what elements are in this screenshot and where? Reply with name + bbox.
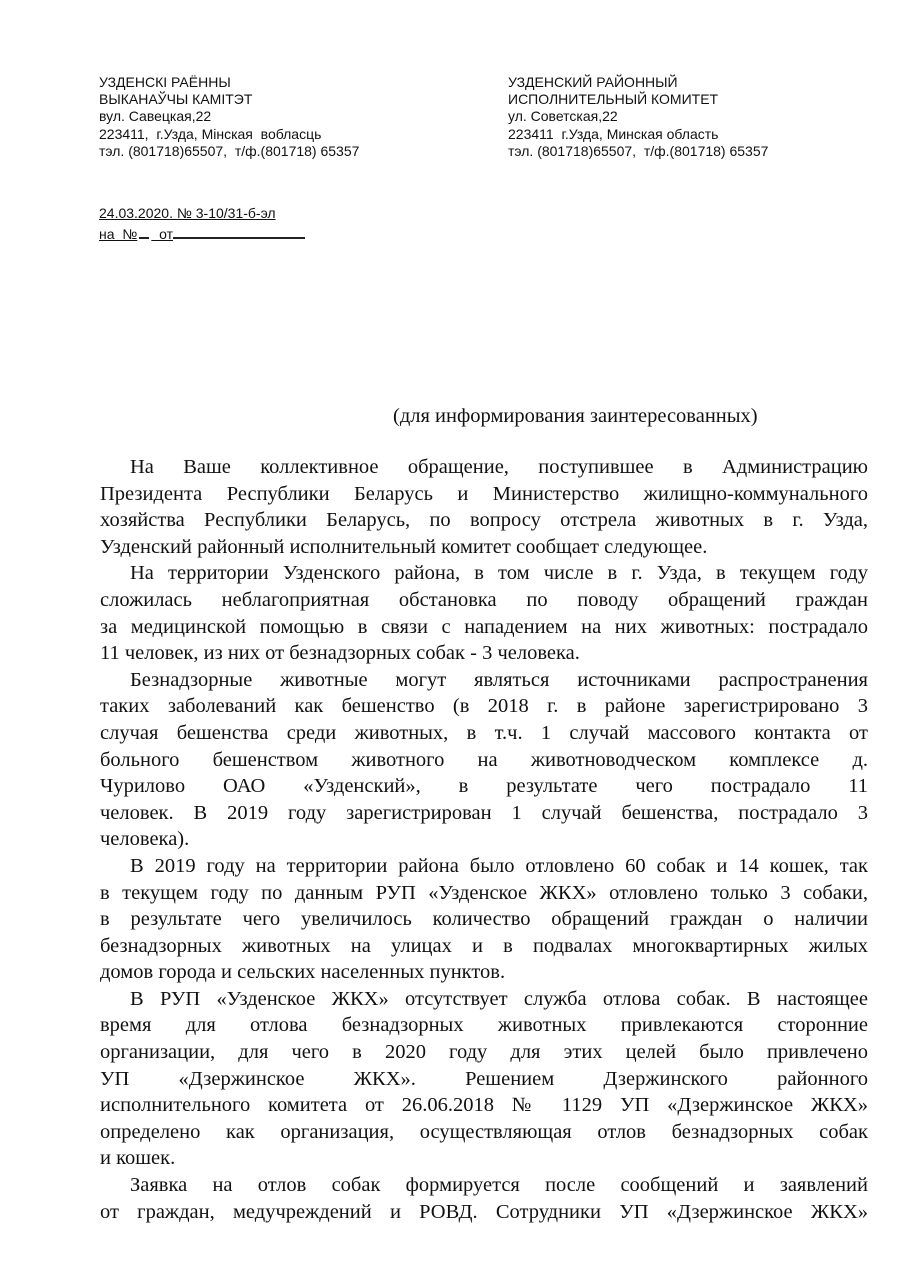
addressee-note: (для информирования заинтересованных) xyxy=(393,405,758,427)
reply-date-blank xyxy=(173,223,305,239)
letterhead-line: 223411 г.Узда, Минская область xyxy=(508,125,719,142)
paragraph-line: организации, для чего в 2020 году для этих целей было привлечено xyxy=(100,1041,868,1064)
letterhead-belarusian xyxy=(99,74,459,160)
paragraph-line: Президента Республики Беларусь и Министерство жилищно-коммунального xyxy=(100,482,868,505)
letterhead-line: тэл. (801718)65507, т/ф.(801718) 65357 xyxy=(508,142,769,159)
paragraph xyxy=(100,853,868,986)
paragraph-line: в результате чего увеличилось количество обращений граждан о наличии xyxy=(100,908,868,931)
paragraph xyxy=(100,1172,868,1225)
letterhead-line: ИСПОЛНИТЕЛЬНЫЙ КОМИТЕТ xyxy=(508,91,719,108)
paragraph-line: исполнительного комитета от 26.06.2018 № 1129 УП «Дзержинское ЖКХ» xyxy=(100,1094,868,1117)
paragraph-line: от граждан, медучреждений и РОВД. Сотрудники УП «Дзержинское ЖКХ» xyxy=(100,1200,868,1223)
paragraph-line: Чурилово ОАО «Узденский», в результате чего пострадало 11 xyxy=(100,775,868,798)
paragraph-line: В РУП «Узденское ЖКХ» отсутствует служба отлова собак. В настоящее xyxy=(130,987,868,1010)
reply-reference xyxy=(99,223,305,244)
paragraph xyxy=(100,454,868,560)
paragraph-line: время для отлова безнадзорных животных привлекаются сторонние xyxy=(100,1014,868,1037)
paragraph-line: безнадзорных животных на улицах и в подвалах многоквартирных жилых xyxy=(100,934,868,957)
paragraph xyxy=(100,560,868,666)
reply-from-label: от xyxy=(151,226,173,242)
paragraph-line: На территории Узденского района, в том числе в г. Узда, в текущем году xyxy=(130,562,868,585)
paragraph-line: таких заболеваний как бешенство (в 2018 г. в районе зарегистрировано 3 xyxy=(100,695,868,718)
paragraph-line: Безнадзорные животные могут являться источниками распространения xyxy=(130,668,868,691)
paragraph-line: УП «Дзержинское ЖКХ». Решением Дзержинского районного xyxy=(100,1067,868,1090)
reply-number-blank xyxy=(139,223,149,239)
letterhead-line: ул. Советская,22 xyxy=(508,108,618,125)
letterhead-line: ВЫКАНАЎЧЫ КАМІТЭТ xyxy=(99,91,253,108)
paragraph-line: человека). xyxy=(100,828,190,851)
letterhead-line: тэл. (801718)65507, т/ф.(801718) 65357 xyxy=(99,142,360,159)
paragraph-line: и кошек. xyxy=(100,1147,176,1170)
reply-prefix: на № xyxy=(99,226,138,242)
outgoing-reference xyxy=(99,204,305,244)
outgoing-date-number: 24.03.2020. № 3-10/31-б-эл xyxy=(99,205,276,221)
paragraph xyxy=(100,986,868,1172)
paragraph-line: в текущем году по данным РУП «Узденское ЖКХ» отловлено только 3 собаки, xyxy=(100,881,868,904)
paragraph-line: 11 человек, из них от безнадзорных собак - 3 человека. xyxy=(100,642,580,665)
paragraph-line: сложилась неблагоприятная обстановка по поводу обращений граждан xyxy=(100,588,868,611)
paragraph-line: В 2019 году на территории района было отловлено 60 собак и 14 кошек, так xyxy=(130,854,868,877)
paragraph-line: случая бешенства среди животных, в т.ч. 1 случай массового контакта от xyxy=(100,721,868,744)
paragraph-line: больного бешенством животного на животноводческом комплексе д. xyxy=(100,748,868,771)
letterhead-line: вул. Савецкая,22 xyxy=(99,108,212,125)
letterhead-line: 223411, г.Узда, Мінская вобласць xyxy=(99,125,322,142)
paragraph-line: определено как организация, осуществляющая отлов безнадзорных собак xyxy=(100,1120,868,1143)
letterhead-line: УЗДЕНСКІ РАЁННЫ xyxy=(99,74,231,90)
paragraph-line: домов города и сельских населенных пунктов. xyxy=(100,961,506,984)
letterhead-russian xyxy=(508,74,868,160)
paragraph-line: На Ваше коллективное обращение, поступившее в Администрацию xyxy=(130,456,868,478)
letter-body xyxy=(100,454,868,1225)
letterhead-line: УЗДЕНСКИЙ РАЙОННЫЙ xyxy=(508,74,678,90)
paragraph xyxy=(100,667,868,853)
paragraph-line: за медицинской помощью в связи с нападением на них животных: пострадало xyxy=(100,615,868,638)
paragraph-line: человек. В 2019 году зарегистрирован 1 случай бешенства, пострадало 3 xyxy=(100,801,868,824)
paragraph-line: хозяйства Республики Беларусь, по вопросу отстрела животных в г. Узда, xyxy=(100,509,868,532)
paragraph-line: Узденский районный исполнительный комитет сообщает следующее. xyxy=(100,535,708,558)
paragraph-line: Заявка на отлов собак формируется после сообщений и заявлений xyxy=(130,1174,868,1197)
